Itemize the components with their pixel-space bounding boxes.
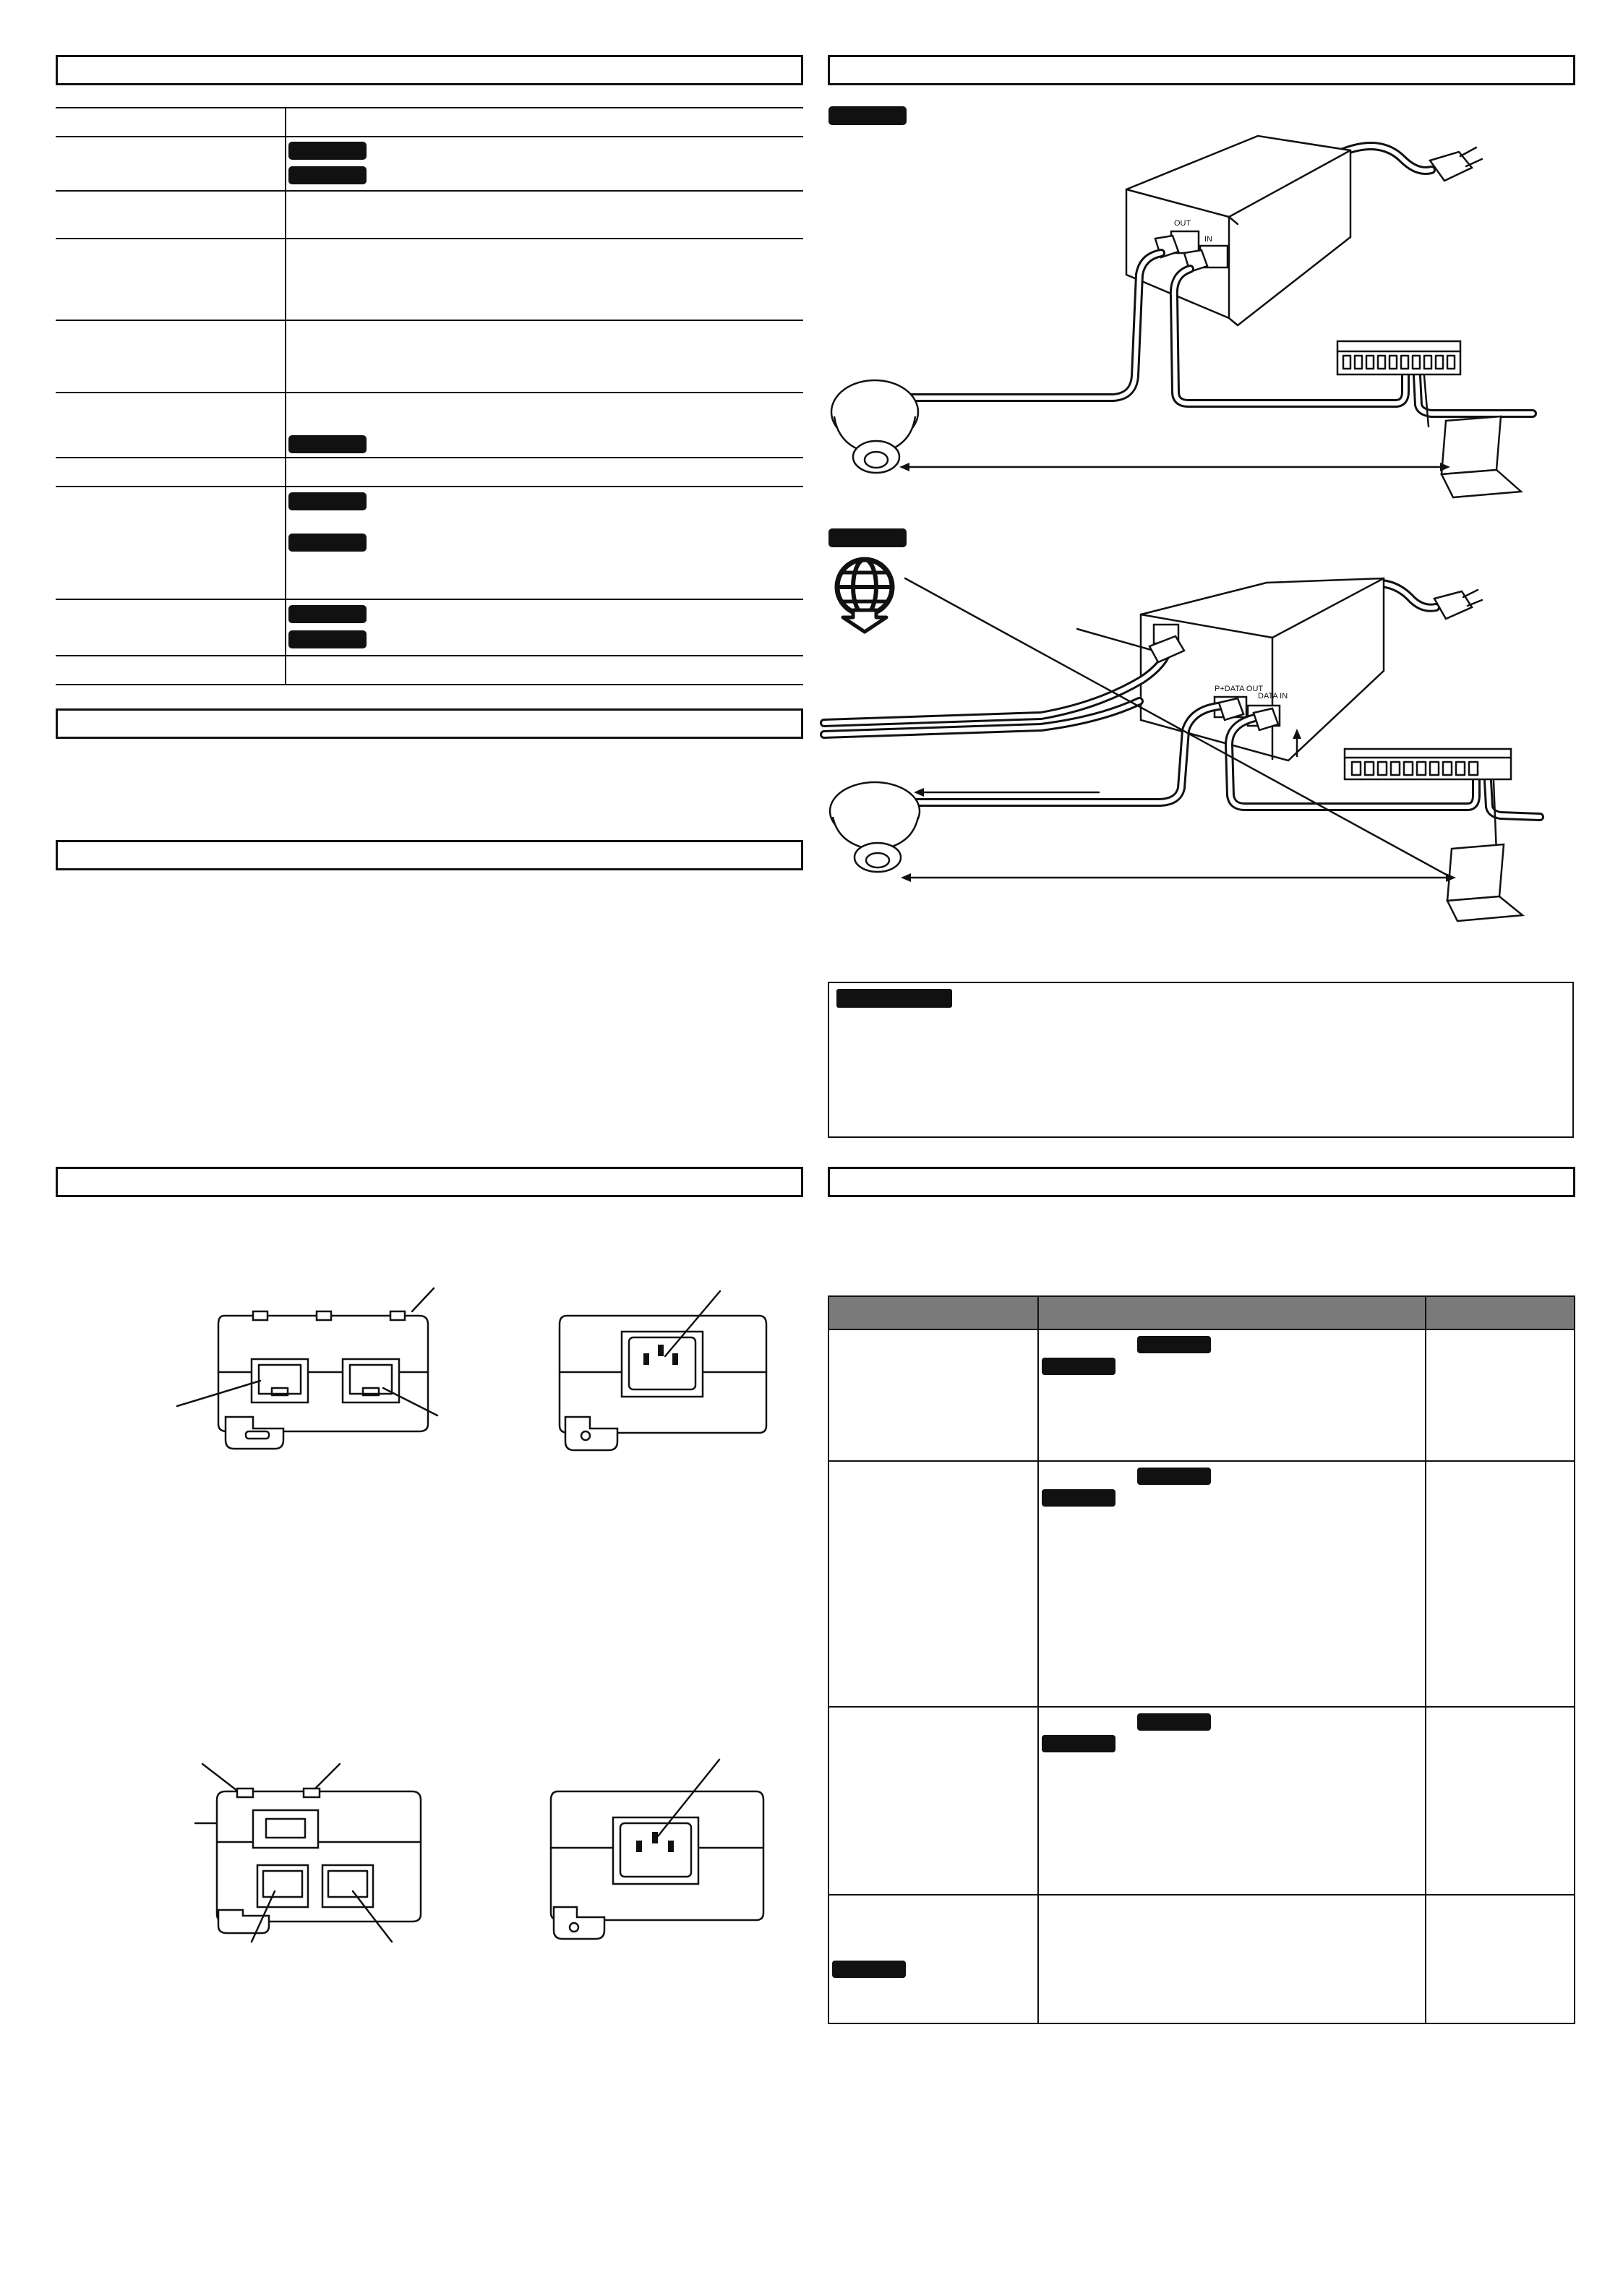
table-column-divider — [285, 107, 286, 685]
port-label-in: IN — [1204, 235, 1212, 244]
table-rule — [56, 190, 803, 192]
model-badge — [288, 142, 367, 160]
unit-a-rear-view — [549, 1287, 781, 1460]
connection-diagram-a — [824, 130, 1576, 521]
table-column-divider — [1037, 1297, 1039, 2023]
table-rule — [56, 486, 803, 487]
model-badge — [1042, 1735, 1115, 1752]
table-header — [829, 1297, 1574, 1329]
model-badge — [288, 492, 367, 510]
connection-diagram-b — [824, 578, 1576, 925]
model-badge — [288, 630, 367, 648]
port-label-power-out: P+DATA OUT — [1215, 685, 1264, 693]
section-header-3 — [56, 840, 803, 870]
section-header-connection — [828, 55, 1575, 85]
table-rule — [829, 1706, 1574, 1708]
model-badge — [1137, 1713, 1211, 1731]
table-rule — [829, 1460, 1574, 1462]
unit-a-front-view — [166, 1287, 470, 1460]
table-rule — [56, 599, 803, 600]
model-badge — [1042, 1358, 1115, 1375]
note-label — [836, 989, 952, 1008]
table-column-divider — [1425, 1297, 1426, 2023]
table-rule — [56, 107, 803, 108]
model-badge — [288, 605, 367, 623]
section-header-specifications — [56, 55, 803, 85]
model-badge — [1137, 1336, 1211, 1353]
table-rule — [56, 655, 803, 656]
troubleshooting-table — [828, 1295, 1575, 2024]
model-badge-a — [828, 106, 907, 125]
table-rule — [56, 238, 803, 239]
port-label-out: OUT — [1174, 219, 1191, 228]
table-rule — [56, 320, 803, 321]
section-header-part-names — [56, 1167, 803, 1197]
table-rule — [829, 1329, 1574, 1330]
table-rule — [56, 136, 803, 137]
model-badge-b — [828, 528, 907, 547]
table-rule — [56, 457, 803, 458]
table-rule — [56, 684, 803, 685]
unit-b-front-view — [195, 1757, 441, 1945]
model-badge — [288, 534, 367, 552]
model-badge — [832, 1961, 906, 1978]
note-box — [828, 982, 1574, 1138]
model-badge — [1137, 1468, 1211, 1485]
section-header-troubleshooting — [828, 1167, 1575, 1197]
model-badge — [288, 166, 367, 184]
model-badge — [288, 435, 367, 453]
model-badge — [1042, 1489, 1115, 1507]
table-rule — [829, 1894, 1574, 1896]
unit-b-rear-view — [542, 1757, 781, 1945]
table-rule — [56, 392, 803, 393]
spec-table — [56, 107, 803, 685]
port-label-data-in: DATA IN — [1258, 692, 1288, 701]
section-header-2 — [56, 708, 803, 739]
